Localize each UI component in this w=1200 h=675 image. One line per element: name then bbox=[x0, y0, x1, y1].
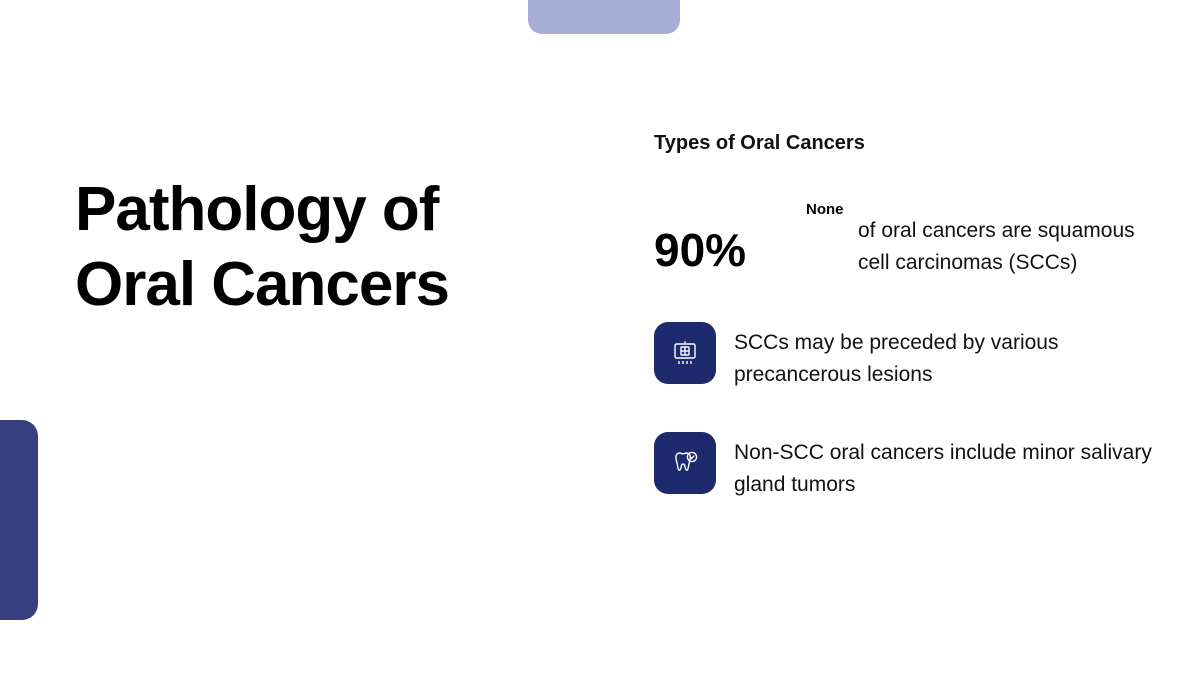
decorative-top-tab bbox=[528, 0, 680, 34]
list-item bbox=[654, 432, 1154, 500]
section-heading: Types of Oral Cancers bbox=[654, 132, 865, 154]
statistic-description: of oral cancers are squamous cell carcinomas (SCCs) bbox=[858, 219, 1135, 274]
tooth-check-icon bbox=[654, 432, 716, 494]
x-ray-scan-icon bbox=[654, 322, 716, 384]
statistic-superscript: None bbox=[806, 201, 844, 218]
list-item bbox=[654, 322, 1154, 390]
page-title: Pathology of Oral Cancers bbox=[75, 174, 449, 320]
statistic-value: 90% bbox=[654, 224, 747, 276]
statistic-block bbox=[654, 201, 1154, 278]
content-column bbox=[654, 132, 1154, 542]
list-item-text: SCCs may be preceded by various precancerous lesions bbox=[734, 331, 1059, 386]
list-item-text: Non-SCC oral cancers include minor salivary gland tumors bbox=[734, 441, 1152, 496]
decorative-left-tab bbox=[0, 420, 38, 620]
